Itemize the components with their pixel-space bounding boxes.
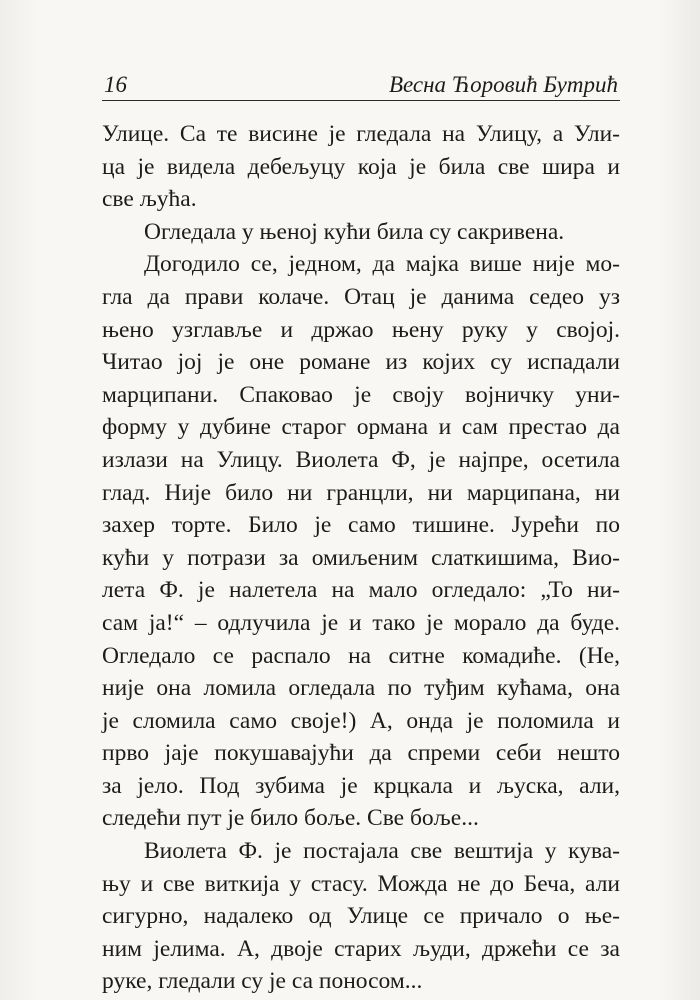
text-line: следећи пут је било боље. Све боље... <box>102 805 479 832</box>
text-line: форму у дубине старог ормана и сам престао да <box>102 414 620 441</box>
text-line: Виолета Ф. је постајала све вештија у кува- <box>144 838 620 865</box>
text-line: све љућа. <box>102 186 197 213</box>
text-line: руке, гледали су је са поносом... <box>102 968 423 995</box>
text-line: кући у потрази за омиљеним слаткишима, Вио- <box>102 544 620 571</box>
text-line: је сломила само своје!) А, онда је поломила и <box>102 707 620 734</box>
text-line: Улице. Са те висине је гледала на Улицу, а Ули- <box>102 121 620 147</box>
text-line: није она ломила огледала по туђим кућама, она <box>102 675 620 702</box>
text-line: Огледало се распало на ситне комадиће. (Не, <box>102 642 620 669</box>
text-line: сам ја!“ – одлучила је и тако је морало да буде. <box>102 609 620 636</box>
text-line: Читао јој је оне романе из којих су испадали <box>102 349 620 376</box>
page-number: 16 <box>104 72 127 97</box>
text-line: њено узглавље и држао њену руку у својој. <box>102 316 620 343</box>
body-text <box>102 118 620 998</box>
text-line: ним јелима. А, двоје старих људи, држећи се за <box>102 935 620 962</box>
text-line: за јело. Под зубима је крцкала и љуска, али, <box>102 772 620 799</box>
text-line: гла да прави колаче. Отац је данима седео уз <box>102 283 620 310</box>
text-line: Огледала у њеној кући била су сакривена. <box>144 218 565 245</box>
text-line: ца је видела дебељуцу која је била све шира и <box>102 153 620 180</box>
running-title: Весна Ћоровић Бутрић <box>388 72 618 97</box>
text-line: излази на Улицу. Виолета Ф, је најпре, осетила <box>102 446 620 473</box>
text-line: прво јаје покушавајући да спреми себи нешто <box>102 740 620 767</box>
text-line: захер торте. Било је само тишине. Јурећи по <box>102 512 620 539</box>
text-line: њу и све виткија у стасу. Можда не до Беча, али <box>102 870 620 897</box>
text-line: марципани. Спаковао је своју војничку уни- <box>102 381 620 408</box>
running-header <box>102 70 620 101</box>
text-line: Догодило се, једном, да мајка више није мо- <box>144 251 620 278</box>
text-line: сигурно, надалеко од Улице се причало о ње- <box>102 903 620 930</box>
text-line: глад. Није било ни гранцли, ни марципана, ни <box>102 479 620 506</box>
text-line: лета Ф. је налетела на мало огледало: „То ни- <box>102 577 620 604</box>
